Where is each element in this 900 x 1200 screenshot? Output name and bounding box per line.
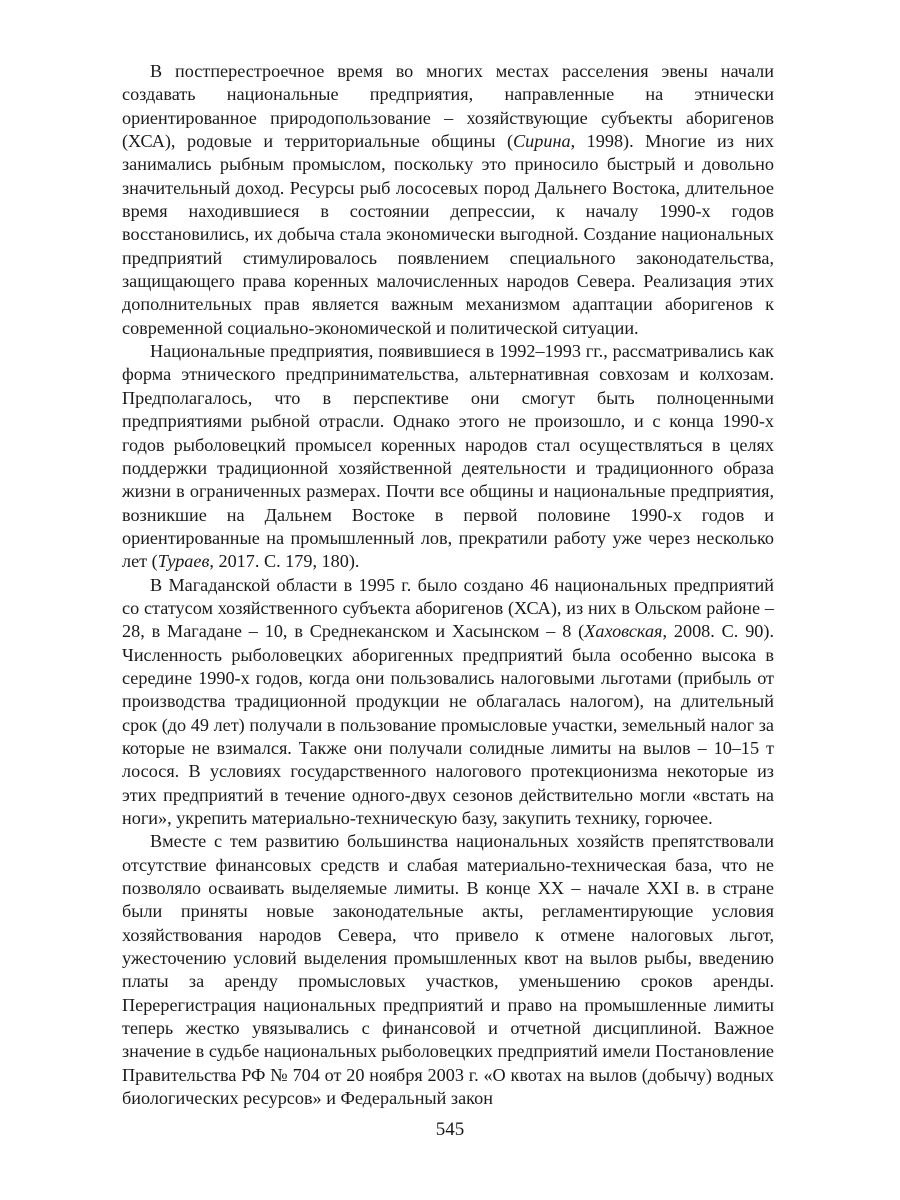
citation-sirina: Сирина [513,131,571,152]
paragraph-3-text: В Магаданской области в 1995 г. было создано 46 национальных предприятий со статусом хозяйственного субъекта аборигенов (ХСА), из них в Ольском районе – 28, в Магадане – 10, в Среднеканском и Хасынском – 8 ( [122,574,774,642]
paragraph-2 [122,340,774,573]
paragraph-3 [122,574,774,831]
paragraph-3-text-cont: , 2008. С. 90). Численность рыболовецких аборигенных предприятий была особенно высока в середине 1990-х годов, когда они пользовались налоговыми льготами (прибыль от производства традиционной продукции не облагалась налогом), на длительный срок (до 49 лет) получали в пользование промысловые участки, земельный налог за которые не взимался. Также они получали солидные лимиты на вылов – 10–15 т лосося. В условиях государственного налогового протекционизма некоторые из этих предприятий в течение одного-двух сезонов действительно могли «встать на ноги», укрепить материально-техническую базу, закупить технику, горючее. [122,621,775,828]
page-number: 545 [435,1119,465,1140]
paragraph-4 [122,830,774,1110]
paragraph-1 [122,60,774,340]
paragraph-4-text: Вместе с тем развитию большинства национальных хозяйств препятствовали отсутствие финансовых средств и слабая материально-техническая база, что не позволяло осваивать выделяемые лимиты. В конце XX – начале XXI в. в стране были приняты новые законодательные акты, регламентирующие условия хозяйствования народов Севера, что привело к отмене налоговых льгот, ужесточению условий выделения промышленных квот на вылов рыбы, введению платы за аренду промысловых участков, уменьшению сроков аренды. Перерегистрация национальных предприятий и право на промышленные лимиты теперь жестко увязывались с финансовой и отчетной дисциплиной. Важное значение в судьбе национальных рыболовецких предприятий имели Постановление Правительства РФ № 704 от 20 ноября 2003 г. «О квотах на вылов (добычу) водных биологических ресурсов» и Федеральный закон [122,831,774,1109]
body-text [122,60,774,1110]
paragraph-2-text: Национальные предприятия, появившиеся в 1992–1993 гг., рассматривались как форма этнического предпринимательства, альтернативная совхозам и колхозам. Предполагалось, что в перспективе они смогут быть полноценными предприятиями рыбной отрасли. Однако этого не произошло, и с конца 1990-х годов рыболовецкий промысел коренных народов стал осуществляться в целях поддержки традиционной хозяйственной деятельности и традиционного образа жизни в ограниченных размерах. Почти все общины и национальные предприятия, возникшие на Дальнем Востоке в первой половине 1990-х годов и ориентированные на промышленный лов, прекратили работу уже через несколько лет ( [122,341,774,572]
paragraph-1-text-cont: , 1998). Многие из них занимались рыбным промыслом, поскольку это приносило быстрый и довольно значительный доход. Ресурсы рыб лососевых пород Дальнего Востока, длительное время находившиеся в состоянии депрессии, к началу 1990-х годов восстановились, их добыча стала экономически выгодной. Создание национальных предприятий стимулировалось появлением специального законодательства, защищающего права коренных малочисленных народов Севера. Реализация этих дополнительных прав является важным механизмом адаптации аборигенов к современной социально-экономической и политической ситуации. [122,131,774,338]
paragraph-1-text: В постперестроечное время во многих местах расселения эвены начали создавать национальные предприятия, направленные на этнически ориентированное природопользование – хозяйствующие субъекты аборигенов (ХСА), родовые и территориальные общины ( [122,61,774,152]
citation-khakhovskaya: Хаховская [584,621,663,642]
citation-turaev: Тураев [157,551,210,572]
paragraph-2-text-cont: , 2017. С. 179, 180). [209,551,360,572]
